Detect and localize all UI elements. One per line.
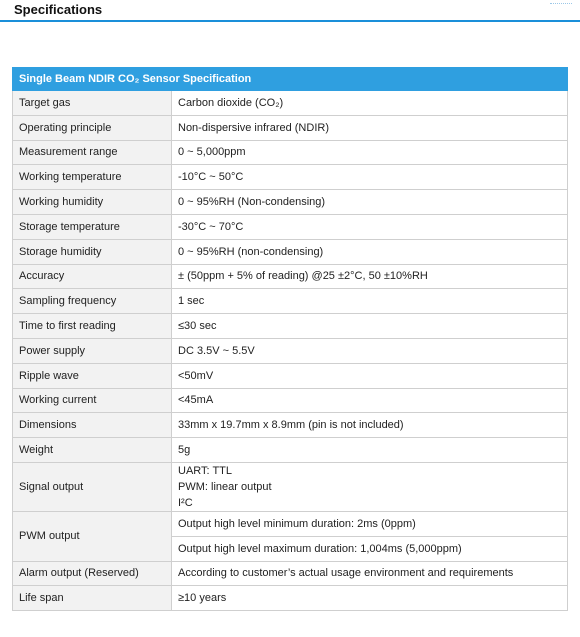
spec-value: 0 ~ 95%RH (Non-condensing) [172,190,568,215]
spec-label: Alarm output (Reserved) [13,561,172,586]
spec-label: Measurement range [13,140,172,165]
title-divider [0,20,580,22]
spec-label: Working temperature [13,165,172,190]
spec-label: Dimensions [13,413,172,438]
spec-label: Ripple wave [13,363,172,388]
table-row [13,338,568,363]
spec-value: DC 3.5V ~ 5.5V [172,338,568,363]
table-row [13,214,568,239]
spec-label: Life span [13,586,172,611]
spec-value: ≥10 years [172,586,568,611]
spec-value: -30°C ~ 70°C [172,214,568,239]
table-row [13,438,568,463]
table-row [13,511,568,536]
table-row [13,561,568,586]
table-row [13,388,568,413]
table-row [13,115,568,140]
spec-value: Non-dispersive infrared (NDIR) [172,115,568,140]
spec-label: Signal output [13,462,172,511]
spec-label: Weight [13,438,172,463]
spec-value: Output high level maximum duration: 1,004ms (5,000ppm) [172,536,568,561]
table-row [13,289,568,314]
table-row [13,140,568,165]
table-row [13,413,568,438]
spec-value: According to customer’s actual usage environment and requirements [172,561,568,586]
spec-table-header: Single Beam NDIR CO₂ Sensor Specification [13,68,568,91]
spec-value: 1 sec [172,289,568,314]
table-row [13,586,568,611]
table-row [13,314,568,339]
spec-label: PWM output [13,511,172,561]
spec-label: Accuracy [13,264,172,289]
spec-value: ± (50ppm + 5% of reading) @25 ±2°C, 50 ±10%RH [172,264,568,289]
spec-label: Working humidity [13,190,172,215]
spec-value-line: I²C [178,496,193,509]
table-row [13,91,568,116]
spec-value: <50mV [172,363,568,388]
spec-value: <45mA [172,388,568,413]
spec-value [172,462,568,511]
spec-label: Target gas [13,91,172,116]
spec-value: ≤30 sec [172,314,568,339]
spec-label: Operating principle [13,115,172,140]
spec-value: -10°C ~ 50°C [172,165,568,190]
spec-table-body [13,91,568,611]
spec-value: 5g [172,438,568,463]
spec-value: Carbon dioxide (CO₂) [172,91,568,116]
spec-value-line: PWM: linear output [178,480,272,493]
spec-label: Time to first reading [13,314,172,339]
spec-value: 0 ~ 95%RH (non-condensing) [172,239,568,264]
table-row [13,165,568,190]
table-row [13,239,568,264]
spec-label: Working current [13,388,172,413]
spec-label: Sampling frequency [13,289,172,314]
spec-value: 0 ~ 5,000ppm [172,140,568,165]
spec-value: Output high level minimum duration: 2ms (0ppm) [172,511,568,536]
table-row [13,190,568,215]
table-row [13,363,568,388]
spec-label: Storage humidity [13,239,172,264]
page-title: Specifications [14,2,103,17]
corner-decoration [550,0,572,4]
spec-label: Storage temperature [13,214,172,239]
table-row [13,264,568,289]
spec-value-line: UART: TTL [178,464,232,477]
spec-label: Power supply [13,338,172,363]
spec-value: 33mm x 19.7mm x 8.9mm (pin is not included) [172,413,568,438]
spec-table-header-row [13,68,568,91]
table-row [13,462,568,511]
spec-table [12,67,568,611]
